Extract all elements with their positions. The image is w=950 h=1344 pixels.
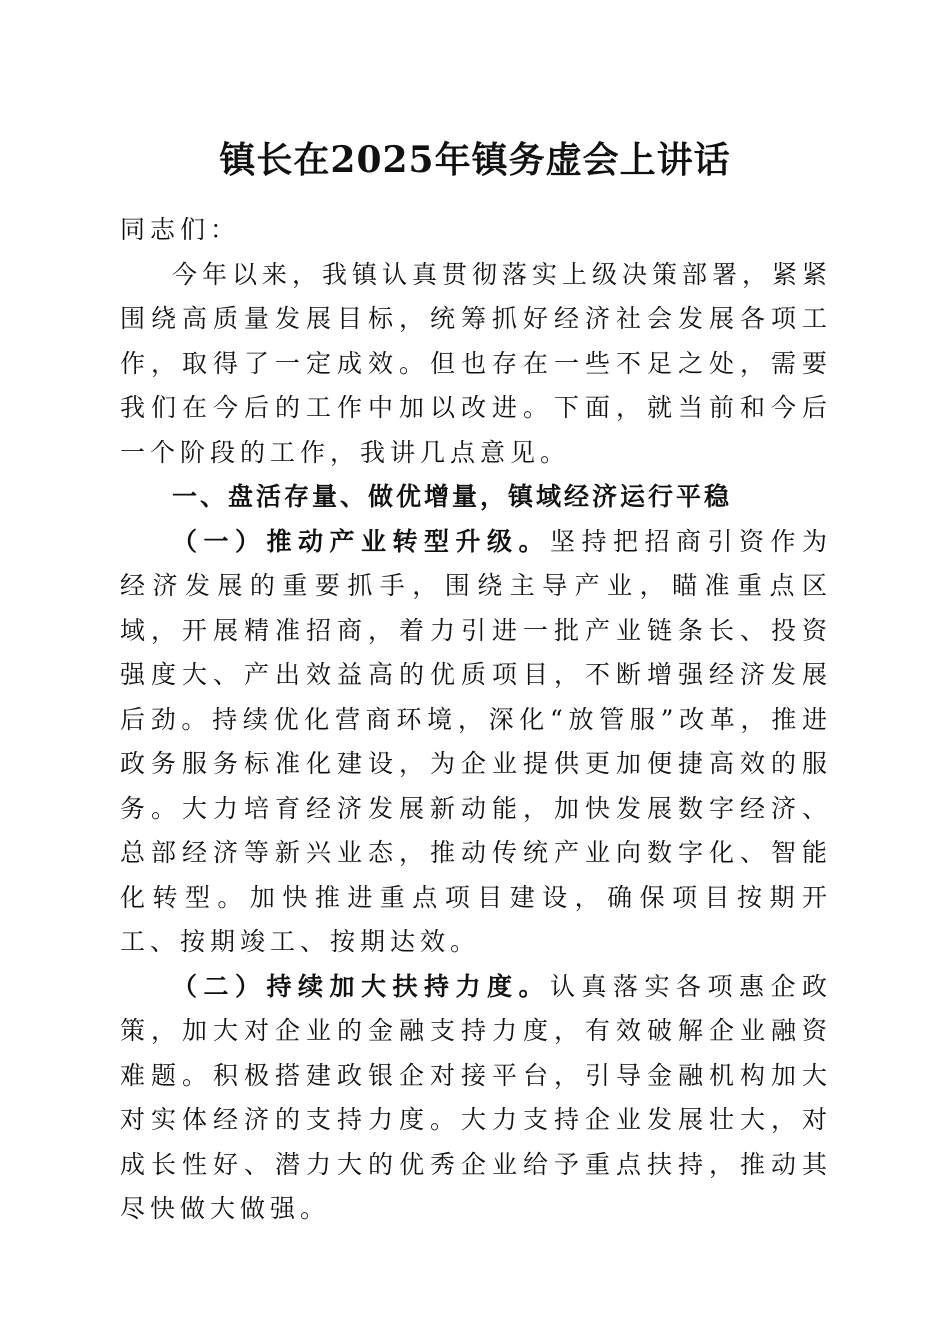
subsection-paragraph-1 bbox=[120, 520, 832, 965]
intro-paragraph: 今年以来，我镇认真贯彻落实上级决策部署，紧紧围绕高质量发展目标，统筹抓好经济社会发展各项工作，取得了一定成效。但也存在一些不足之处，需要我们在今后的工作中加以改进。下面，就当前和今后一个阶段的工作，我讲几点意见。 bbox=[120, 259, 833, 467]
subsection-heading-2: （二）持续加大扶持力度。 bbox=[172, 971, 550, 1001]
subsection-text-2: 认真落实各项惠企政策，加大对企业的金融支持力度，有效破解企业融资难题。积极搭建政银企对接平台，引导金融机构加大对实体经济的支持力度。大力支持企业发展壮大，对成长性好、潜力大的优秀企业给予重点扶持，推动其尽快做大做强。 bbox=[120, 971, 832, 1223]
subsection-text-1: 坚持把招商引资作为经济发展的重要抓手，围绕主导产业，瞄准重点区域，开展精准招商，着力引进一批产业链条长、投资强度大、产出效益高的优质项目，不断增强经济发展后劲。持续优化营商环境，深化“放管服”改革，推进政务服务标准化建设，为企业提供更加便捷高效的服务。大力培育经济发展新动能，加快发展数字经济、总部经济等新兴业态，推动传统产业向数字化、智能化转型。加快推进重点项目建设，确保项目按期开工、按期竣工、按期达效。 bbox=[120, 526, 832, 956]
subsection-heading-1: （一）推动产业转型升级。 bbox=[172, 526, 550, 556]
section-heading: 一、盘活存量、做优增量，镇域经济运行平稳 bbox=[172, 482, 733, 511]
salutation: 同志们： bbox=[120, 215, 241, 244]
subsection-paragraph-2 bbox=[120, 965, 832, 1232]
document-title: 镇长在2025年镇务虚会上讲话 bbox=[219, 139, 731, 181]
document-body bbox=[120, 208, 832, 1232]
